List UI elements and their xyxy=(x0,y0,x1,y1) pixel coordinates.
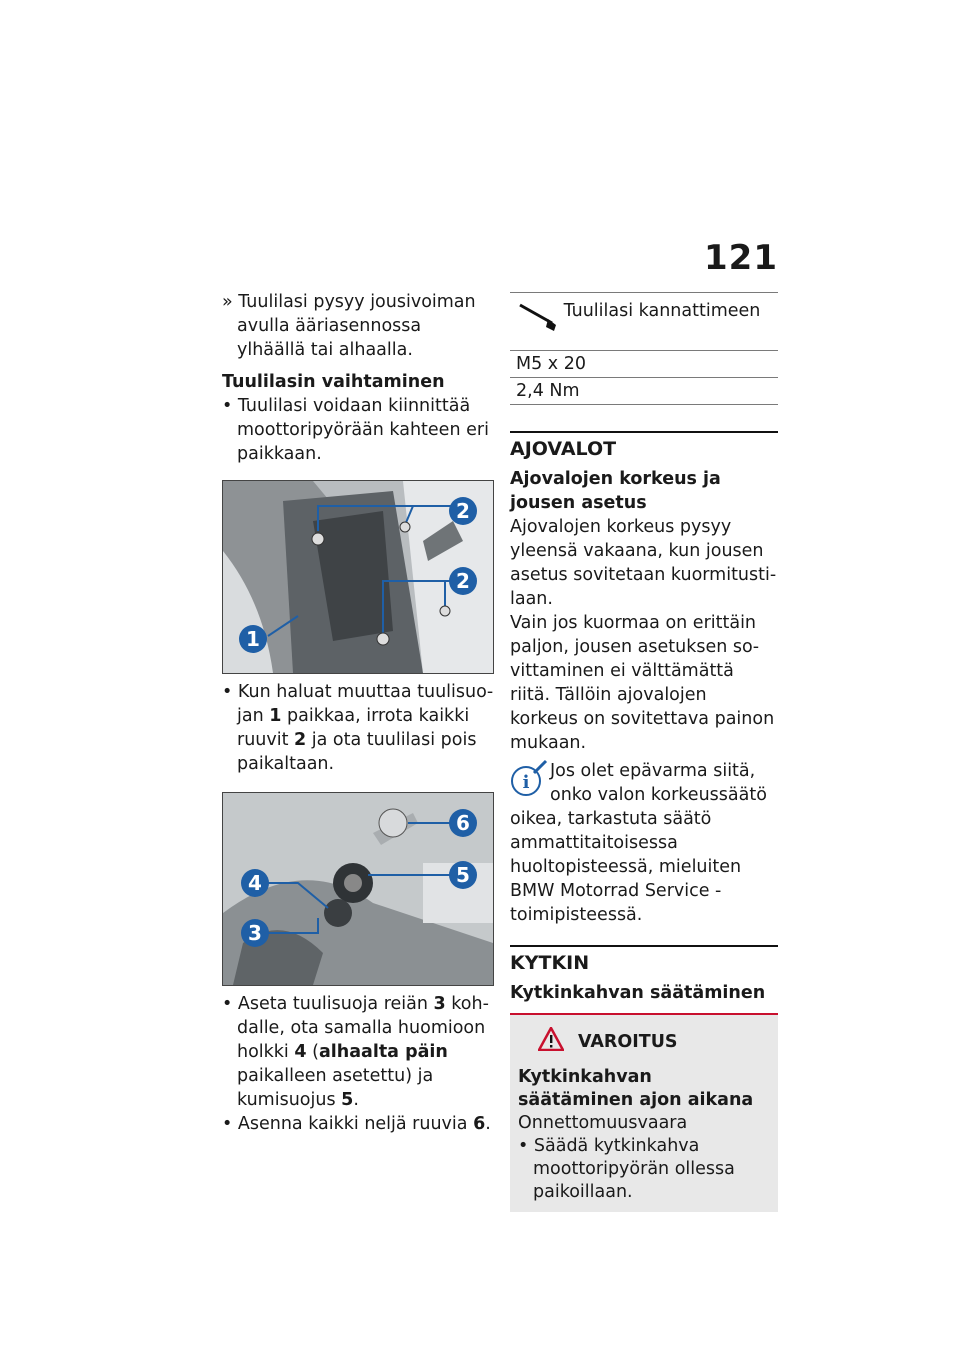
callout-3: 3 xyxy=(248,921,262,945)
callout-5: 5 xyxy=(456,863,470,887)
body-text: Vain jos kuormaa on erittäin paljon, jousen asetuksen sovittaminen ei välttämättä riitä. Tällöin ajovalojen korkeus on sovitettava painon mukaan. xyxy=(510,613,775,753)
section-title-clutch: KYTKIN xyxy=(510,945,778,975)
callout-4: 4 xyxy=(248,871,262,895)
callout-6: 6 xyxy=(456,811,470,835)
warning-triangle-icon xyxy=(538,1027,564,1058)
callout-2-top: 2 xyxy=(456,499,470,523)
body-text: Ajovalojen korkeus pysyy yleensä vakaana, kun jousen asetus sovitetaan kuormitustilaan. xyxy=(510,517,777,609)
left-column xyxy=(222,290,494,1136)
subheading: Kytkinkahvan säätäminen xyxy=(510,983,766,1003)
svg-text:i: i xyxy=(522,772,530,793)
bullet-item: • Tuulilasi voidaan kiinnittää moottoripyörään kahteen eri paikkaan. xyxy=(222,396,489,464)
bullet-item: • Asenna kaikki neljä ruuvia 6. xyxy=(222,1114,491,1134)
windshield-photo xyxy=(222,480,494,674)
bullet-item: • Aseta tuulisuoja reiän 3 kohdalle, ota samalla huomioon holkki 4 (alhaalta päin paikalleen asetettu) ja kumisuojus 5. xyxy=(222,994,489,1110)
warning-action: • Säädä kytkinkahva moottoripyörän ollessa paikoillaan. xyxy=(518,1136,735,1202)
spec-torque: 2,4 Nm xyxy=(510,378,778,405)
section-heading: Tuulilasin vaihtaminen xyxy=(222,372,445,392)
info-note: i Jos olet epävarma siitä, onko valon korkeussäätö oikea, tarkastuta säätö ammattitaitoisessa huoltopisteessä, mieluiten BMW Motorrad Service -toimipisteessä. xyxy=(510,761,767,925)
spec-title: Tuulilasi kannattimeen xyxy=(563,301,761,321)
warning-box xyxy=(510,1013,778,1212)
warning-risk: Onnettomuusvaara xyxy=(518,1113,688,1133)
warning-title: VAROITUS xyxy=(578,1032,678,1052)
section-title-headlights: AJOVALOT xyxy=(510,431,778,461)
callout-1: 1 xyxy=(246,627,260,651)
callout-2-bottom: 2 xyxy=(456,569,470,593)
info-icon xyxy=(510,759,550,803)
right-column xyxy=(510,292,778,1212)
warning-heading: Kytkinkahvan säätäminen ajon aikana xyxy=(518,1067,754,1110)
mounting-photo xyxy=(222,792,494,986)
bullet-item: • Kun haluat muuttaa tuulisuojan 1 paikkaa, irrota kaikki ruuvit 2 ja ota tuulilasi pois paikaltaan. xyxy=(222,682,494,774)
page-number: 121 xyxy=(704,238,778,278)
wrench-icon xyxy=(516,299,558,340)
spec-screw: M5 x 20 xyxy=(510,351,778,378)
torque-spec-table xyxy=(510,292,778,405)
result-text: » Tuulilasi pysyy jousivoiman avulla ääriasennossa ylhäällä tai alhaalla. xyxy=(222,292,476,360)
subheading: Ajovalojen korkeus ja jousen asetus xyxy=(510,469,721,513)
